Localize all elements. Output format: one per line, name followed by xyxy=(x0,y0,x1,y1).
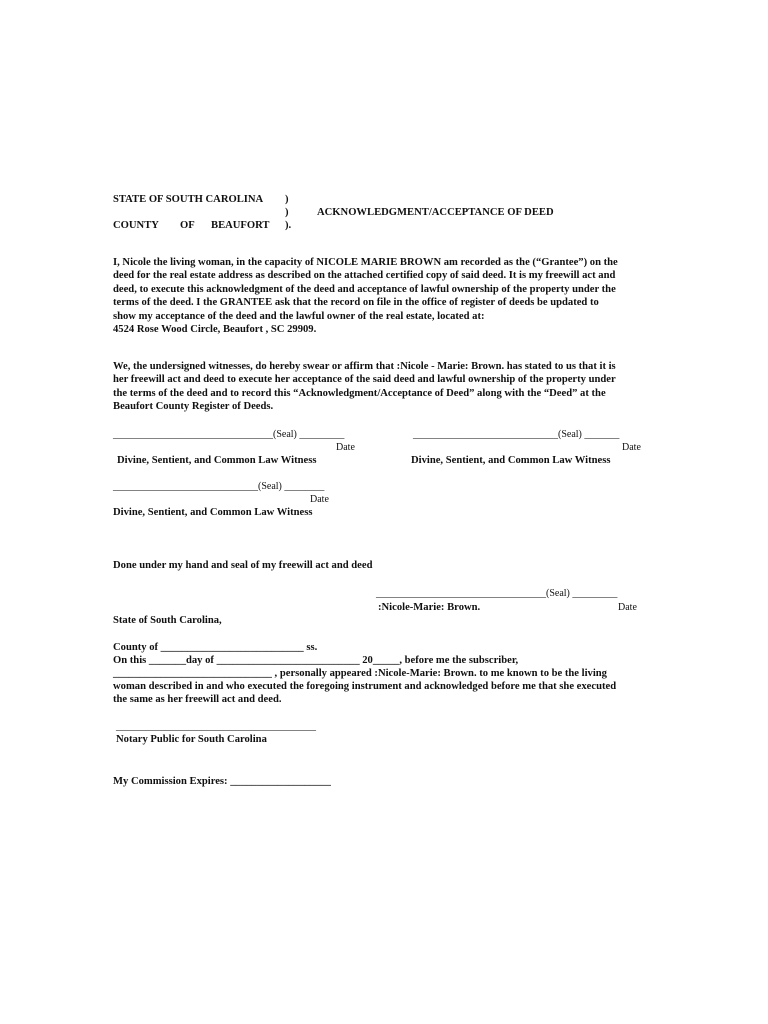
witness-2-signature-line: _____________________________(Seal) _______ xyxy=(413,429,620,440)
p2-line-1: We, the undersigned witnesses, do hereby swear or affirm that :Nicole - Marie: Brown. has stated to us that it is xyxy=(113,361,616,372)
p1-address: 4524 Rose Wood Circle, Beaufort , SC 29909. xyxy=(113,324,317,336)
witness-1-label: Divine, Sentient, and Common Law Witness xyxy=(117,455,317,466)
notary-on-this-line: On this _______day of ___________________________ 20_____, before me the subscriber, xyxy=(113,655,519,666)
notary-described-line: woman described in and who executed the foregoing instrument and acknowledged before me that she executed xyxy=(113,681,617,692)
witness-paragraph xyxy=(113,360,616,414)
notary-state: State of South Carolina, xyxy=(113,615,222,626)
header-paren-3: ). xyxy=(285,220,292,231)
p1-line-3: deed, to execute this acknowledgment of the deed and acceptance of lawful ownership of the property under the xyxy=(113,283,616,295)
grantee-signer-name: :Nicole-Marie: Brown. xyxy=(378,602,481,613)
witness-3-label: Divine, Sentient, and Common Law Witness xyxy=(113,507,313,518)
witness-1-date-label: Date xyxy=(336,442,355,453)
header-paren-1: ) xyxy=(285,194,289,205)
witness-1-signature-line: ________________________________(Seal) _________ xyxy=(113,429,345,440)
done-statement: Done under my hand and seal of my freewill act and deed xyxy=(113,560,373,571)
grantee-paragraph xyxy=(113,256,618,336)
p1-line-5: show my acceptance of the deed and the lawful owner of the real estate, located at: xyxy=(113,310,485,322)
grantee-signature-line: __________________________________(Seal) _________ xyxy=(376,588,618,599)
commission-expires-line: My Commission Expires: ___________________ xyxy=(113,776,331,787)
county-of: OF xyxy=(180,220,195,231)
witness-2-label: Divine, Sentient, and Common Law Witness xyxy=(411,455,611,466)
witness-2-date-label: Date xyxy=(622,442,641,453)
notary-same-line: the same as her freewill act and deed. xyxy=(113,694,282,705)
witness-3-date-label: Date xyxy=(310,494,329,505)
grantee-date-label: Date xyxy=(618,602,637,613)
notary-county-line: County of ___________________________ ss. xyxy=(113,642,318,653)
state-heading: STATE OF SOUTH CAROLINA xyxy=(113,194,264,205)
notary-label: Notary Public for South Carolina xyxy=(116,734,267,745)
p1-line-2: deed for the real estate address as described on the attached certified copy of said deed. It is my freewill act and xyxy=(113,270,616,282)
p2-line-4: Beaufort County Register of Deeds. xyxy=(113,401,274,413)
document-title: ACKNOWLEDGMENT/ACCEPTANCE OF DEED xyxy=(317,207,554,218)
p1-line-1: I, Nicole the living woman, in the capacity of NICOLE MARIE BROWN am recorded as the (“Grantee”) on the xyxy=(113,257,618,268)
witness-3-signature-line: _____________________________(Seal) ________ xyxy=(113,481,325,492)
header-paren-2: ) xyxy=(285,207,289,218)
notary-signature-line: ________________________________________ xyxy=(116,721,316,732)
county-heading: COUNTY xyxy=(113,220,159,231)
p2-line-2: her freewill act and deed to execute her acceptance of the said deed and lawful ownership of the property under xyxy=(113,374,616,386)
p1-line-4: terms of the deed. I the GRANTEE ask that the record on file in the office of register of deeds be updated to xyxy=(113,297,599,309)
notary-appeared-line: ______________________________ , personally appeared :Nicole-Marie: Brown. to me known to be the living xyxy=(113,668,607,679)
county-name: BEAUFORT xyxy=(211,220,270,231)
p2-line-3: the terms of the deed and to record this “Acknowledgment/Acceptance of Deed” along with the “Deed” at the xyxy=(113,387,606,399)
